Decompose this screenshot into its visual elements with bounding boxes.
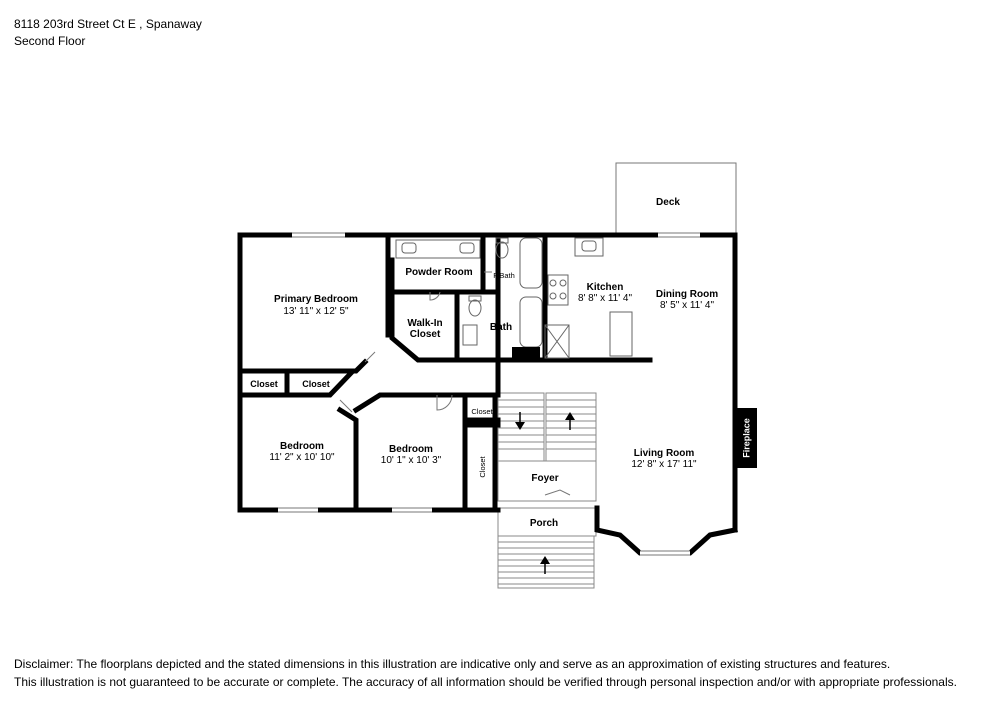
powder-room-label: Powder Room	[405, 267, 473, 278]
kitchen-dims: 8' 8" x 11' 4"	[577, 293, 633, 304]
porch-arrow	[540, 556, 550, 574]
primary-bedroom-dims: 13' 11" x 12' 5"	[283, 306, 349, 317]
bedroom-1-dims: 11' 2" x 10' 10"	[269, 452, 335, 463]
closet-a-label: Closet	[250, 379, 278, 389]
primary-bedroom-label: Primary Bedroom	[274, 294, 358, 305]
closet-d-label: Closet	[478, 456, 487, 478]
foyer-label: Foyer	[531, 473, 559, 484]
porch-label: Porch	[529, 518, 559, 529]
living-room-label: Living Room	[633, 448, 695, 459]
bedroom-1-label: Bedroom	[280, 441, 324, 452]
bedroom-2-dims: 10' 1" x 10' 3"	[380, 455, 442, 466]
bath-vanity-block	[512, 347, 540, 359]
bath-label: Bath	[489, 322, 513, 333]
living-room-dims: 12' 8" x 17' 11"	[631, 459, 697, 470]
stairs	[498, 393, 596, 461]
closet-c-label: Closet	[471, 407, 493, 416]
disclaimer-line-2: This illustration is not guaranteed to be accurate or complete. The accuracy of all information should be verified through personal inspection and/or with appropriate professionals.	[14, 675, 957, 689]
property-address: 8118 203rd Street Ct E , Spanaway	[14, 17, 202, 31]
deck-label: Deck	[656, 197, 680, 208]
walkin-closet-label-2: Closet	[409, 329, 441, 340]
walkin-closet-label-1: Walk-In	[407, 318, 443, 329]
fireplace-label: Fireplace	[741, 418, 752, 458]
walls	[240, 235, 735, 553]
floor-label: Second Floor	[14, 34, 86, 48]
dining-room-label: Dining Room	[655, 289, 719, 300]
bedroom-2-label: Bedroom	[389, 444, 433, 455]
closet-b-label: Closet	[302, 379, 330, 389]
kitchen-label: Kitchen	[586, 282, 624, 293]
dining-room-dims: 8' 5" x 11' 4"	[659, 300, 715, 311]
pbath-label: P.Bath	[493, 271, 515, 280]
disclaimer-line-1: Disclaimer: The floorplans depicted and the stated dimensions in this illustration are indicative only and serve as an approximation of existing structures and features.	[14, 657, 891, 671]
